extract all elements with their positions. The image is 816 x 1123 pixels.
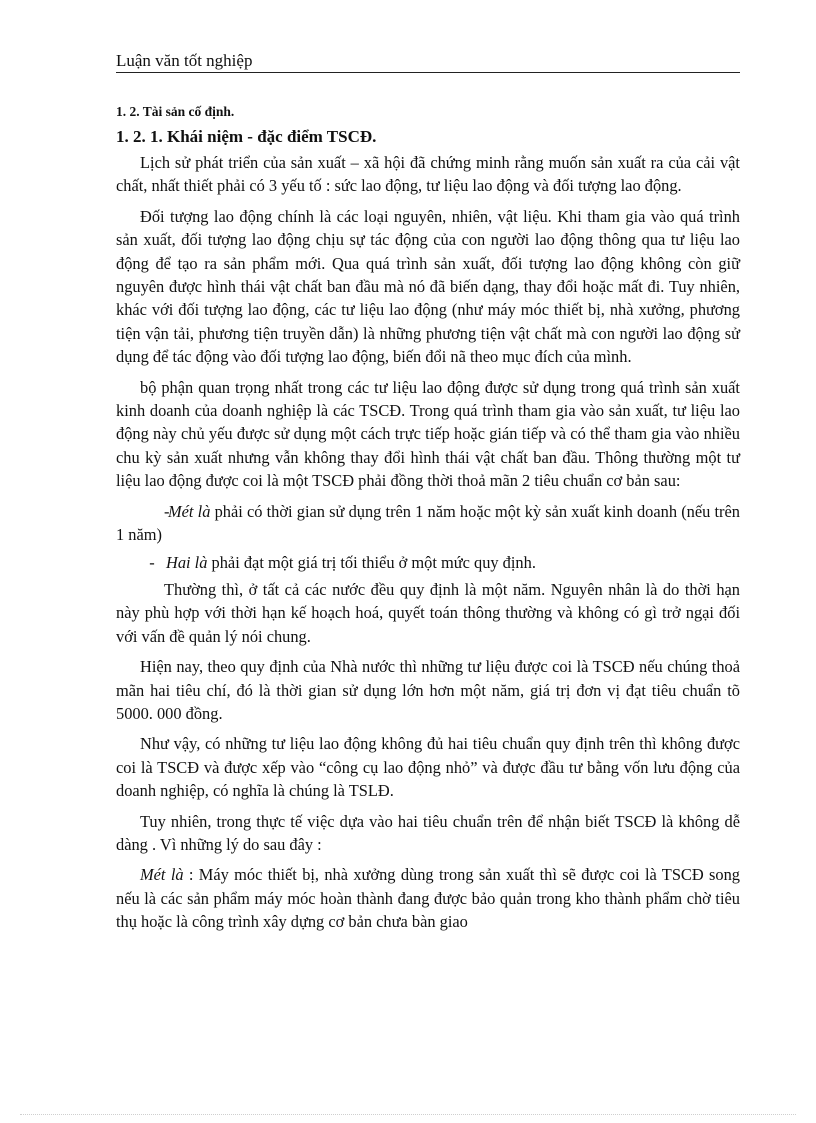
paragraph-2: Đối tượng lao động chính là các loại nguyên, nhiên, vật liệu. Khi tham gia vào quá trình sản xuất, đối tượng lao động chịu sự tác động của con người lao động thông qua tư liệu lao động để tạo ra sản phẩm mới. Qua quá trình sản xuất, đối tượng lao động không còn giữ nguyên được hình thái vật chất ban đầu mà nó đã biến dạng, thay đổi hoặc mất đi. Tuy nhiên, khác với đối tượng lao động, các tư liệu lao động (như máy móc thiết bị, nhà xưởng, phương tiện vận tải, phương tiện truyền dẫn) là những phương tiện vật chất mà con người lao động sử dụng để tác động vào đối tượng lao động, biến đổi nã theo mục đích của mình. — [116, 206, 740, 367]
bullet-item-2 — [116, 551, 740, 574]
bullet-item-1 — [116, 500, 740, 547]
bullet-label: Mét là — [168, 501, 211, 521]
bullet-dash: - — [149, 552, 155, 572]
section-heading: 1. 2. Tài sản cố định. — [116, 104, 235, 119]
bullet-text: phải đạt một giá trị tối thiểu ở một mức quy định. — [207, 552, 536, 572]
paragraph-3: bộ phận quan trọng nhất trong các tư liệu lao động được sử dụng trong quá trình sản xuất kinh doanh của doanh nghiệp là các TSCĐ. Trong quá trình tham gia vào sản xuất, tư liệu lao động này chủ yếu được sử dụng một cách trực tiếp hoặc gián tiếp và có thể tham gia vào nhiều chu kỳ sản xuất nhưng vẫn không thay đổi hình thái vật chất ban đầu. Thông thường một tư liệu lao động được coi là một TSCĐ phải đồng thời thoả mãn 2 tiêu chuẩn cơ bản sau: — [116, 377, 740, 491]
paragraph-1: Lịch sử phát triển của sản xuất – xã hội đã chứng minh rằng muốn sản xuất ra của cải vật chất, nhất thiết phải có 3 yếu tố : sức lao động, tư liệu lao động và đối tượng lao động. — [116, 153, 740, 196]
page-header — [116, 50, 740, 73]
bullet-dash: - — [164, 501, 170, 521]
paragraph-4: Thường thì, ở tất cả các nước đều quy định là một năm. Nguyên nhân là do thời hạn này phù hợp với thời hạn kế hoạch hoá, quyết toán thông thường và không có gì trở ngại đối với vấn đề quản lý nói chung. — [116, 579, 740, 646]
paragraph-8 — [116, 863, 740, 933]
bullet-text: phải có thời gian sử dụng trên 1 năm hoặc một kỳ sản xuất kinh doanh (nếu trên 1 năm) — [116, 501, 740, 545]
page-bottom-border — [20, 1114, 796, 1115]
header-title: Luận văn tốt nghiệp — [116, 51, 253, 70]
paragraph-5: Hiện nay, theo quy định của Nhà nước thì những tư liệu được coi là TSCĐ nếu chúng thoả mãn hai tiêu chí, đó là thời gian sử dụng lớn hơn một năm, giá trị đơn vị đạt tiêu chuẩn tõ 5000. 000 đồng. — [116, 657, 740, 723]
paragraph-6: Như vậy, có những tư liệu lao động không đủ hai tiêu chuẩn quy định trên thì không được coi là TSCĐ và được xếp vào “công cụ lao động nhỏ” và được đầu tư bằng vốn lưu động của doanh nghiệp, có nghĩa là chúng là TSLĐ. — [116, 734, 740, 801]
document-body — [116, 102, 740, 941]
bullet-label: Hai là — [166, 552, 208, 572]
paragraph-text: : Máy móc thiết bị, nhà xưởng dùng trong sản xuất thì sẽ được coi là TSCĐ song nếu là các sản phẩm máy móc hoàn thành đang được bảo quản trong kho thành phẩm chờ tiêu thụ hoặc là công trình xây dựng cơ bản chưa bàn giao — [116, 865, 740, 932]
subsection-heading: 1. 2. 1. Khái niệm - đặc điểm TSCĐ. — [116, 127, 377, 146]
paragraph-7: Tuy nhiên, trong thực tế việc dựa vào hai tiêu chuẩn trên để nhận biết TSCĐ là không dễ dàng . Vì những lý do sau đây : — [116, 811, 740, 854]
paragraph-label: Mét là — [140, 865, 184, 885]
